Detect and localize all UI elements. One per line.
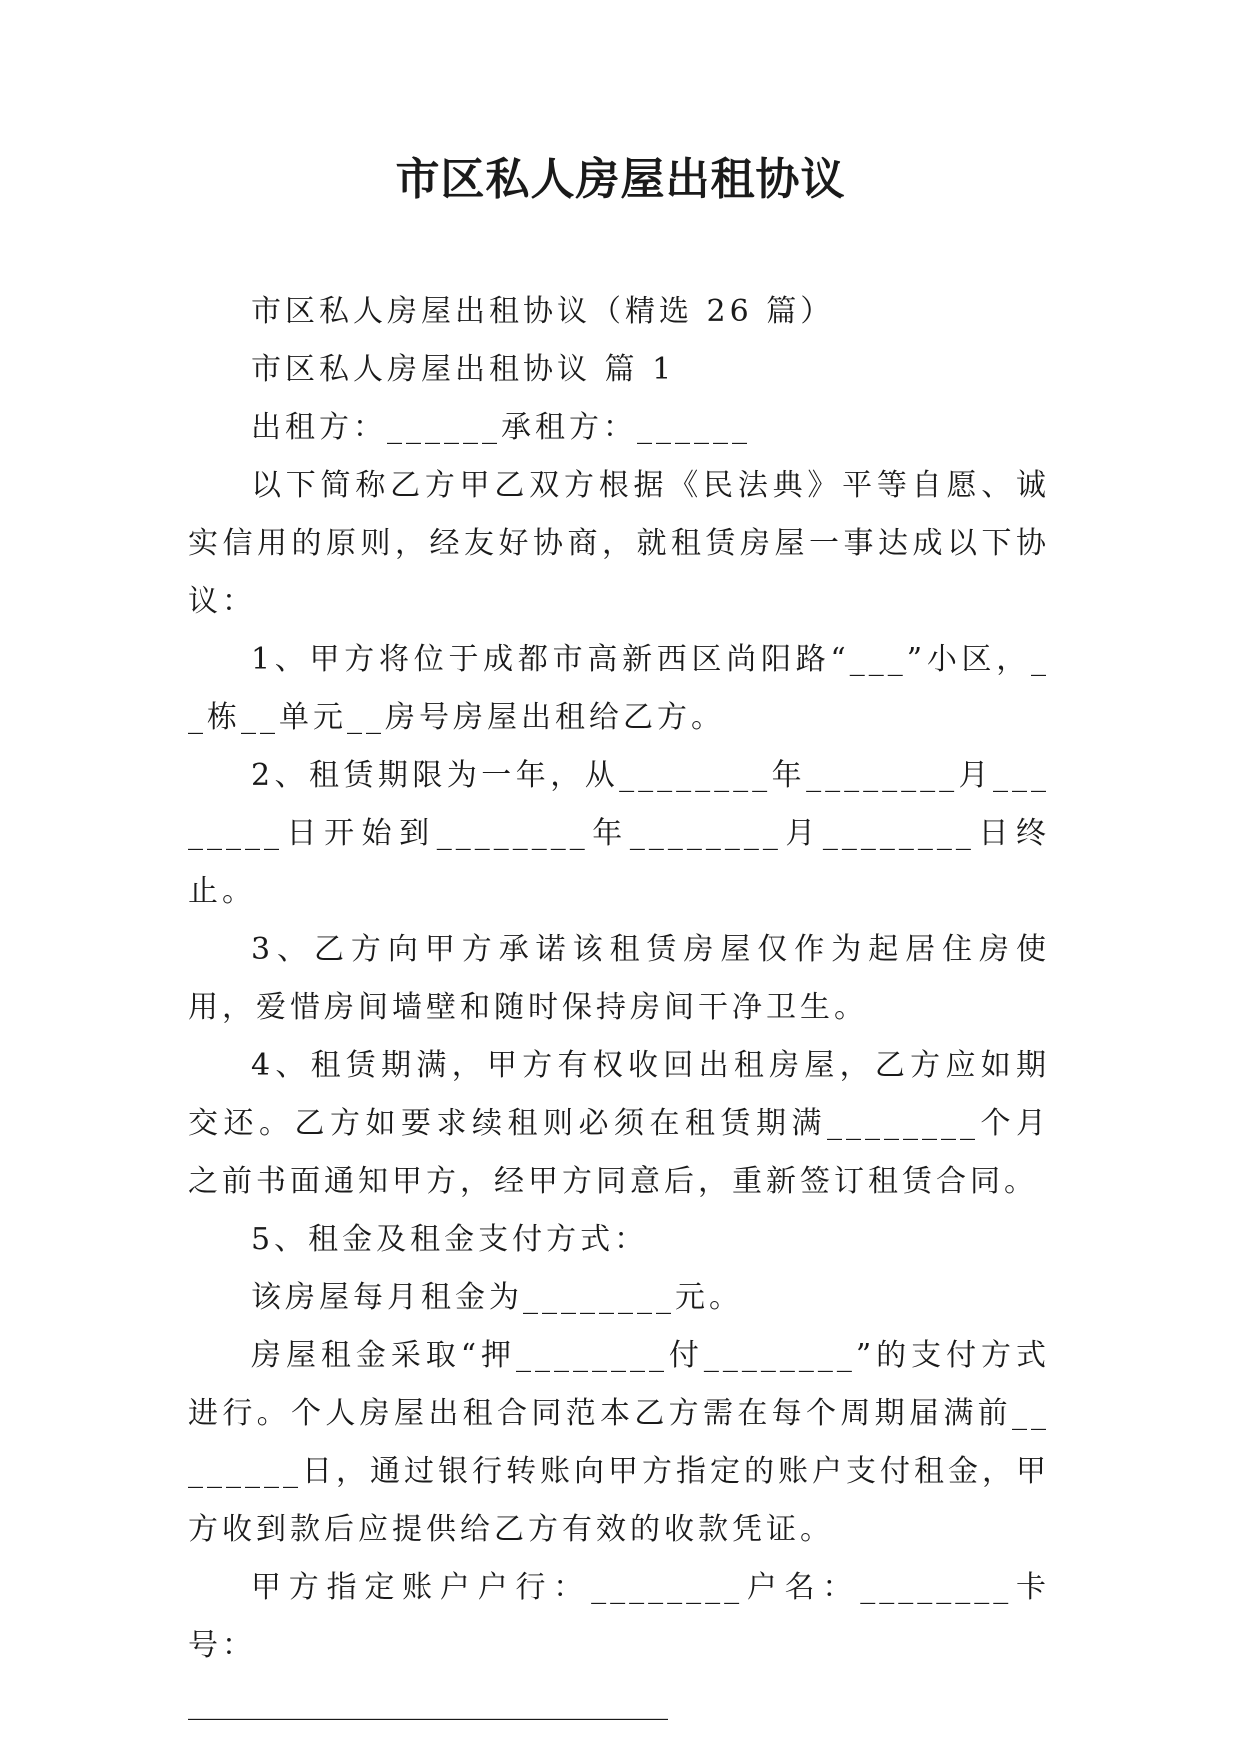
document-body xyxy=(188,283,1050,1733)
paragraph-account-info: 甲方指定账户户行：________户名：________卡号： xyxy=(188,1570,1050,1663)
paragraph-clause-3: 3、乙方向甲方承诺该租赁房屋仅作为起居住房使用，爱惜房间墙壁和随时保持房间干净卫生。 xyxy=(188,932,1050,1025)
paragraph-preamble: 以下简称乙方甲乙双方根据《民法典》平等自愿、诚实信用的原则，经友好协商，就租赁房屋一事达成以下协议： xyxy=(188,468,1050,619)
paragraph-section-heading: 市区私人房屋出租协议 篇 1 xyxy=(251,352,676,387)
paragraph-clause-2: 2、租赁期限为一年，从________年________月________日开始到________年________月________日终止。 xyxy=(188,758,1050,909)
paragraph-collection-title: 市区私人房屋出租协议（精选 26 篇） xyxy=(251,294,835,329)
paragraph-parties: 出租方：______承租方：______ xyxy=(251,410,751,445)
paragraph-clause-5: 5、租金及租金支付方式： xyxy=(251,1222,649,1257)
paragraph-monthly-rent: 该房屋每月租金为________元。 xyxy=(251,1280,743,1315)
paragraph-clause-1: 1、甲方将位于成都市高新西区尚阳路“___”小区，__栋__单元__房号房屋出租给乙方。 xyxy=(188,642,1050,735)
paragraph-clause-4: 4、租赁期满，甲方有权收回出租房屋，乙方应如期交还。乙方如要求续租则必须在租赁期满________个月之前书面通知甲方，经甲方同意后，重新签订租赁合同。 xyxy=(188,1048,1050,1199)
paragraph-payment-method: 房屋租金采取“押________付________”的支付方式进行。个人房屋出租合同范本乙方需在每个周期届满前________日，通过银行转账向甲方指定的账户支付租金，甲方收到款后应提供给乙方有效的收款凭证。 xyxy=(188,1338,1050,1547)
account-number-blank: ________________________________ xyxy=(188,1686,668,1721)
document-title: 市区私人房屋出租协议 xyxy=(395,154,846,205)
